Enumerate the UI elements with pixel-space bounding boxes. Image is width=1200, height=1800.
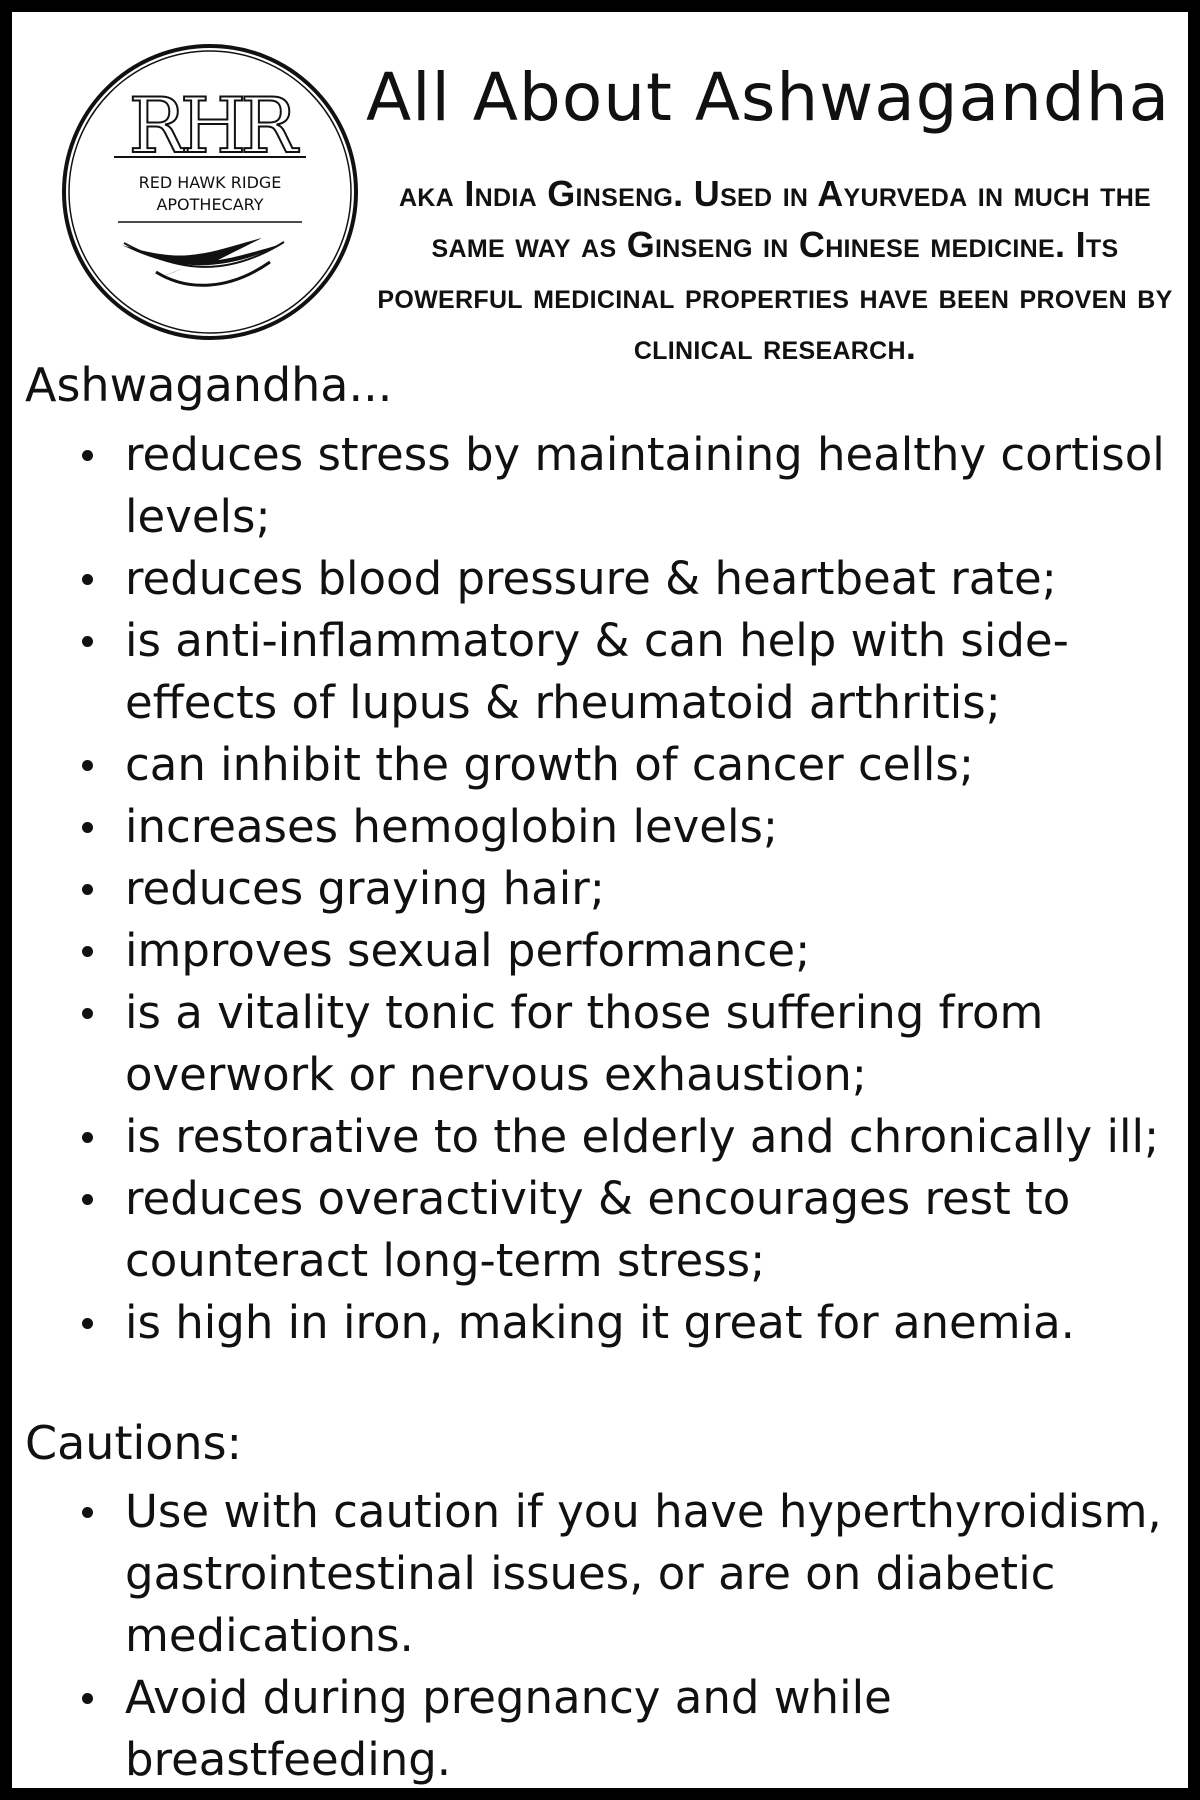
info-card	[12, 12, 1188, 1788]
cautions-heading: Cautions:	[25, 1416, 243, 1470]
benefits-heading: Ashwagandha...	[25, 358, 393, 412]
page-title: All About Ashwagandha	[365, 59, 1171, 136]
caution-item: Avoid during pregnancy and while breastfeeding.	[125, 1667, 1182, 1788]
feather-icon	[122, 238, 284, 285]
logo-monogram: RHR	[128, 81, 292, 170]
benefit-item: is anti-inflammatory & can help with side-effects of lupus & rheumatoid arthritis;	[125, 610, 1182, 734]
benefit-item: increases hemoglobin levels;	[125, 796, 1182, 858]
benefit-item: is restorative to the elderly and chronically ill;	[125, 1106, 1182, 1168]
page-subtitle: aka India Ginseng. Used in Ayurveda in much the same way as Ginseng in Chinese medicine. Its powerful medicinal properties have been proven by clinical research.	[377, 173, 1173, 367]
logo-line-2: APOTHECARY	[156, 195, 264, 214]
benefit-item: reduces blood pressure & heartbeat rate;	[125, 548, 1182, 610]
cautions-list	[12, 1481, 1182, 1788]
benefit-item: is high in iron, making it great for anemia.	[125, 1292, 1182, 1354]
logo-line-1: RED HAWK RIDGE	[138, 173, 282, 192]
benefits-list	[12, 424, 1182, 1354]
benefit-item: reduces graying hair;	[125, 858, 1182, 920]
benefit-item: can inhibit the growth of cancer cells;	[125, 734, 1182, 796]
benefit-item: reduces stress by maintaining healthy cortisol levels;	[125, 424, 1182, 548]
benefit-item: improves sexual performance;	[125, 920, 1182, 982]
benefit-item: is a vitality tonic for those suffering from overwork or nervous exhaustion;	[125, 982, 1182, 1106]
benefit-item: reduces overactivity & encourages rest to counteract long-term stress;	[125, 1168, 1182, 1292]
apothecary-logo	[58, 40, 362, 344]
caution-item: Use with caution if you have hyperthyroidism, gastrointestinal issues, or are on diabetic medications.	[125, 1481, 1182, 1667]
